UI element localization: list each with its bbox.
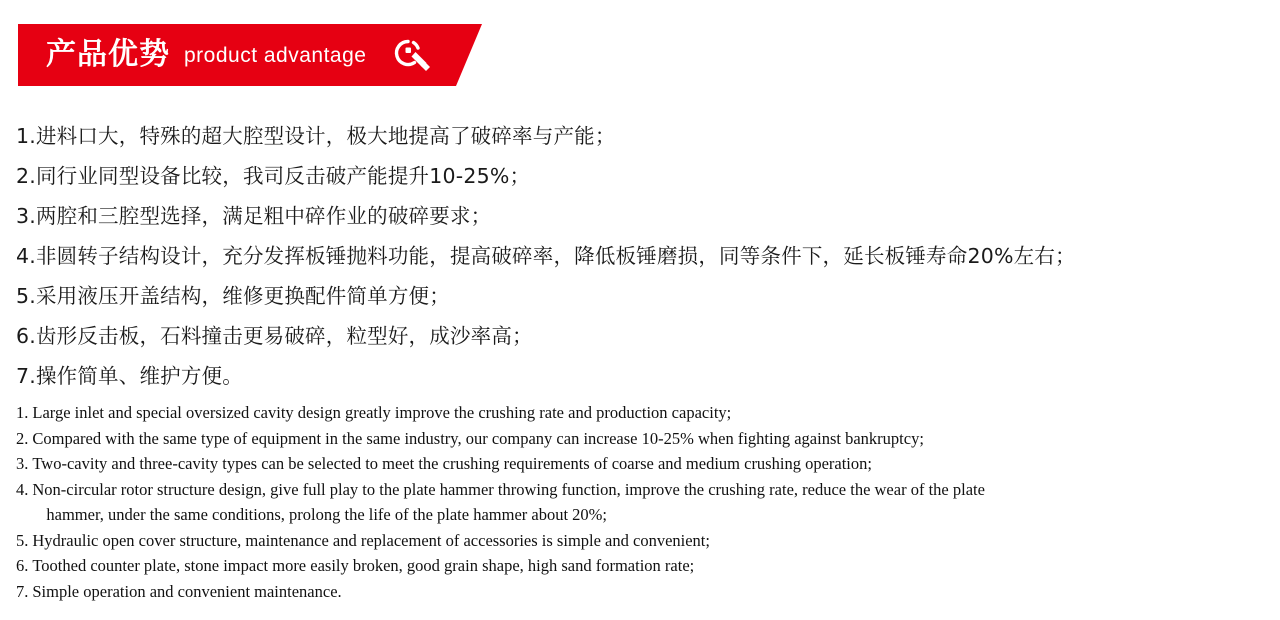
list-item: 6.齿形反击板，石料撞击更易破碎，粒型好，成沙率高；	[16, 324, 533, 348]
list-item	[16, 579, 1268, 605]
list-item-text: Simple operation and convenient maintenance.	[32, 581, 342, 601]
list-item: 5.采用液压开盖结构，维修更换配件简单方便；	[16, 284, 450, 308]
banner-title-cn: 产品优势	[46, 37, 170, 72]
list-item	[16, 451, 1268, 477]
list-item	[16, 528, 1268, 554]
list-item: 4.非圆转子结构设计，充分发挥板锤抛料功能，提高破碎率，降低板锤磨损，同等条件下，延长板锤寿命20%左右；	[16, 244, 1076, 268]
list-item-text: Large inlet and special oversized cavity design greatly improve the crushing rate and production capacity;	[32, 403, 732, 422]
list-item-line2: hammer, under the same conditions, prolong the life of the plate hammer about 20%;	[46, 505, 608, 524]
list-item-text: Two-cavity and three-cavity types can be selected to meet the crushing requirements of coarse and medium crushing operation;	[32, 454, 872, 473]
list-item-number: 4.	[16, 479, 29, 499]
list-item: 2.同行业同型设备比较，我司反击破产能提升10-25%；	[16, 164, 531, 188]
list-item-text: Hydraulic open cover structure, maintenance and replacement of accessories is simple and convenient;	[32, 530, 710, 550]
list-item-number: 5.	[16, 530, 29, 550]
list-item: 3.两腔和三腔型选择，满足粗中碎作业的破碎要求；	[16, 204, 492, 228]
list-item: 7.操作简单、维护方便。	[16, 364, 243, 388]
section-header-banner	[18, 24, 482, 86]
list-item	[16, 426, 1268, 452]
list-item-number: 3.	[16, 454, 29, 473]
advantages-list-english	[16, 400, 1268, 604]
list-item: 1.进料口大，特殊的超大腔型设计，极大地提高了破碎率与产能；	[16, 124, 616, 148]
list-item-number: 6.	[16, 556, 29, 575]
list-item-text	[32, 477, 1268, 528]
wrench-gear-icon	[386, 32, 434, 78]
banner-title-en: product advantage	[184, 43, 367, 67]
list-item	[16, 477, 1268, 528]
list-item	[16, 400, 1268, 426]
list-item-number: 7.	[16, 581, 29, 601]
advantages-list-chinese	[16, 116, 1266, 396]
list-item-line1: Non-circular rotor structure design, give full play to the plate hammer throwing function, improve the crushing rate, reduce the wear of the plate	[32, 479, 985, 499]
list-item-number: 2.	[16, 428, 29, 448]
list-item-text: Toothed counter plate, stone impact more easily broken, good grain shape, high sand formation rate;	[32, 556, 695, 575]
list-item-number: 1.	[16, 403, 29, 422]
list-item	[16, 553, 1268, 579]
list-item-text: Compared with the same type of equipment in the same industry, our company can increase 10-25% when fighting against bankruptcy;	[32, 428, 924, 448]
